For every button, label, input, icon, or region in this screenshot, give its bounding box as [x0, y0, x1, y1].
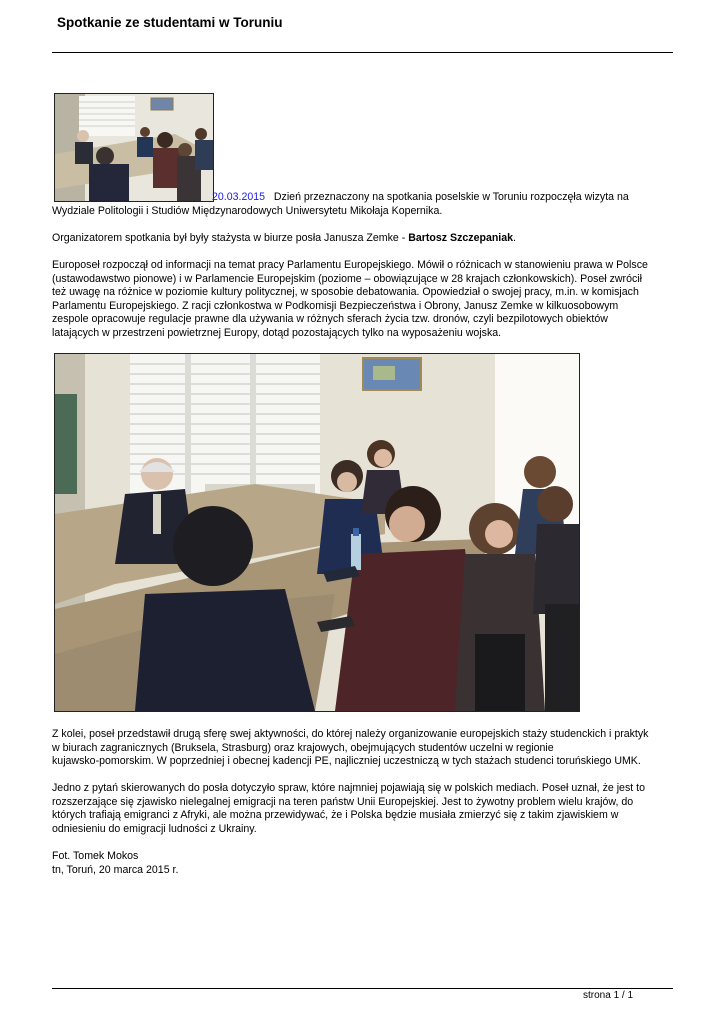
paragraph-emigration	[52, 782, 672, 836]
intro-line-1: Dzień przeznaczony na spotkania poselskie w Toruniu rozpoczęła wizyta na	[273, 191, 629, 203]
paragraph-internships	[52, 728, 672, 769]
footer-divider	[52, 988, 673, 989]
text-line: rozszerzające się zjawisko nielegalnej emigracji na teren państw Unii Europejskiej. Jest to żywotny problem wielu krajów, do	[52, 795, 634, 808]
organizer-name: Bartosz Szczepaniak	[408, 232, 514, 244]
organizer-paragraph	[52, 232, 672, 246]
page-title: Spotkanie ze studentami w Toruniu	[57, 15, 283, 30]
intro-line-2: Wydziale Politologii i Studiów Międzynarodowych Uniwersytetu Mikołaja Kopernika.	[52, 204, 443, 217]
text-line: Z kolei, poseł przedstawił drugą sferę swej aktywności, do której należy organizowanie europejskich staży studenckich i praktyk	[52, 728, 649, 740]
text-line: latających w przestrzeni powietrznej Europy, dotąd pozostających tylko na wyposażeniu wojska.	[52, 326, 502, 339]
text-line: zespole opracowuje regulacje prawne dla używania w różnych sferach życia tzw. dronów, czyli bezpilotowych obiektów	[52, 313, 608, 326]
photo-credit: Fot. Tomek Mokos	[52, 850, 139, 862]
signature: tn, Toruń, 20 marca 2015 r.	[52, 863, 179, 876]
text-line: których trafiają emigranci z Afryki, ale można przewidywać, że i Polska będzie musiała zmierzyć się z takim zjawiskiem w	[52, 809, 619, 822]
date-link[interactable]: 20.03.2015	[212, 191, 266, 203]
text-line: (ustawodawstwo pionowe) i w Parlamencie Europejskim (poziome – obowiązujące w 28 krajach członkowskich). Poseł zwrócił	[52, 272, 642, 285]
text-line: też uwagę na różnice w poziomie kultury politycznej, w sposobie debatowania. Opowiedział o swojej pracy, m.in. w komisjach	[52, 286, 639, 299]
thumbnail-photo[interactable]	[54, 93, 214, 202]
credits	[52, 850, 672, 877]
paragraph-parliament	[52, 259, 672, 341]
text-line: odniesieniu do emigracji ludności z Ukrainy.	[52, 822, 257, 835]
text-line: Europoseł rozpoczął od informacji na temat pracy Parlamentu Europejskiego. Mówił o różnicach w stanowieniu prawa w Polsce	[52, 259, 648, 271]
intro-paragraph	[52, 191, 672, 218]
text-line: Parlamentu Europejskiego. Z racji członkostwa w Podkomisji Bezpieczeństwa i Obrony, Janusz Zemke w kilkuosobowym	[52, 299, 619, 312]
organizer-end: .	[513, 232, 516, 244]
text-line: kujawsko-pomorskim. W poprzedniej i obecnej kadencji PE, najliczniej uczestniczą w tych stażach studenci toruńskiego UMK.	[52, 755, 641, 768]
meeting-photo[interactable]	[54, 353, 580, 712]
text-line: w biurach zagranicznych (Bruksela, Strasburg) oraz krajowych, obejmujących studentów uczelni w regionie	[52, 741, 554, 754]
organizer-text: Organizatorem spotkania był były stażysta w biurze posła Janusza Zemke -	[52, 232, 409, 244]
page-number: strona 1 / 1	[583, 990, 634, 1001]
header-divider	[52, 52, 673, 53]
text-line: Jedno z pytań skierowanych do posła dotyczyło spraw, które najmniej pojawiają się w polskich mediach. Poseł uznał, że jest to	[52, 782, 645, 794]
